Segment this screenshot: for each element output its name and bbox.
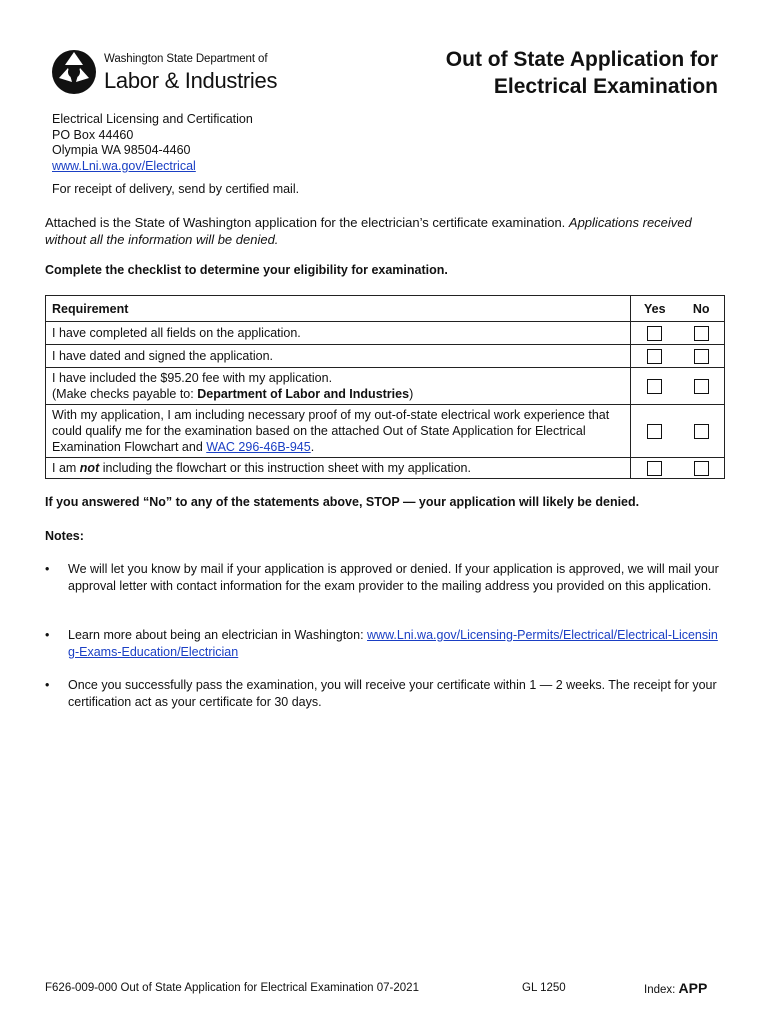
stop-warning: If you answered “No” to any of the statements above, STOP — your application will likely be denied.	[45, 495, 640, 509]
no-checkbox[interactable]	[694, 326, 709, 341]
yes-checkbox[interactable]	[647, 424, 662, 439]
title-line-1: Out of State Application for	[445, 48, 718, 71]
address-line-1: Electrical Licensing and Certification	[52, 112, 253, 126]
mailing-address	[52, 112, 253, 174]
index-label: Index:	[644, 984, 679, 996]
payable-prefix: (Make checks payable to:	[52, 387, 198, 401]
yes-checkbox[interactable]	[647, 349, 662, 364]
address-line-3: Olympia WA 98504-4460	[52, 143, 191, 157]
note-text: We will let you know by mail if your application is approved or denied. If your application is approved, we will mail your approval letter with contact information for the exam provider to the mailing address you provided on this application.	[68, 562, 719, 593]
experience-end: .	[310, 440, 315, 454]
index-code	[644, 980, 707, 996]
yes-column-header: Yes	[631, 296, 679, 322]
logo-agency-name: Labor & Industries	[104, 68, 278, 93]
note-prefix: Learn more about being an electrician in Washington:	[68, 628, 368, 642]
table-header-row	[46, 296, 725, 322]
document-title	[446, 46, 718, 100]
table-row	[46, 322, 725, 345]
requirement-text: I have dated and signed the application.	[46, 345, 631, 368]
payable-line	[52, 386, 624, 402]
index-value: APP	[678, 980, 708, 996]
payable-suffix: )	[409, 387, 414, 401]
requirement-text	[46, 368, 631, 405]
notes-heading: Notes:	[45, 529, 84, 543]
intro-warning: Applications received without all the information will be denied.	[45, 215, 692, 247]
bullet-marker: •	[45, 678, 50, 692]
requirements-table	[45, 295, 725, 479]
gl-code: GL 1250	[522, 982, 566, 994]
requirement-text	[46, 458, 631, 479]
lni-logo	[50, 46, 280, 96]
list-item	[45, 561, 725, 611]
bullet-marker: •	[45, 562, 50, 576]
no-checkbox[interactable]	[694, 349, 709, 364]
lni-logo-icon	[50, 46, 98, 96]
requirement-text	[46, 405, 631, 458]
note-text	[68, 627, 723, 660]
no-checkbox[interactable]	[694, 461, 709, 476]
row5-emphasis: not	[79, 461, 100, 475]
intro-paragraph	[45, 214, 725, 248]
yes-checkbox[interactable]	[647, 326, 662, 341]
no-checkbox[interactable]	[694, 424, 709, 439]
yes-checkbox[interactable]	[647, 461, 662, 476]
no-column-header: No	[679, 296, 725, 322]
electrical-website-link[interactable]: www.Lni.wa.gov/Electrical	[52, 158, 196, 173]
requirement-text: I have completed all fields on the application.	[46, 322, 631, 345]
fee-line: I have included the $95.20 fee with my application.	[52, 371, 333, 385]
intro-text: Attached is the State of Washington application for the electrician’s certificate examination.	[45, 215, 569, 230]
wac-link[interactable]: WAC 296-46B-945	[206, 440, 311, 454]
table-row	[46, 368, 725, 405]
yes-checkbox[interactable]	[647, 379, 662, 394]
requirement-column-header: Requirement	[46, 296, 631, 322]
bullet-marker: •	[45, 628, 50, 642]
note-text: Once you successfully pass the examination, you will receive your certificate within 1 — 2 weeks. The receipt for your certification act as your certificate for 30 days.	[68, 678, 717, 709]
row5-pre: I am	[52, 461, 80, 475]
payee-name: Department of Labor and Industries	[197, 387, 410, 401]
licensing-link[interactable]: www.Lni.wa.gov/Licensing-Permits/Electrical/Electrical-Licensing-Exams-Education/Electrician	[68, 628, 718, 659]
address-line-2: PO Box 44460	[52, 127, 134, 142]
table-row	[46, 458, 725, 479]
form-number: F626-009-000 Out of State Application for Electrical Examination 07-2021	[45, 982, 419, 994]
table-row	[46, 345, 725, 368]
table-row	[46, 405, 725, 458]
logo-agency-line: Washington State Department of	[104, 53, 268, 65]
certified-mail-note: For receipt of delivery, send by certified mail.	[52, 182, 300, 196]
experience-text: With my application, I am including necessary proof of my out-of-state electrical work experience that could qualify me for the examination based on the attached Out of State Application for Electrical Examination Flowchart and	[52, 408, 610, 454]
list-item	[45, 627, 725, 661]
no-checkbox[interactable]	[694, 379, 709, 394]
title-line-2: Electrical Examination	[493, 75, 718, 98]
row5-post: including the flowchart or this instruction sheet with my application.	[99, 461, 471, 475]
checklist-heading: Complete the checklist to determine your eligibility for examination.	[45, 263, 448, 277]
list-item	[45, 677, 725, 711]
